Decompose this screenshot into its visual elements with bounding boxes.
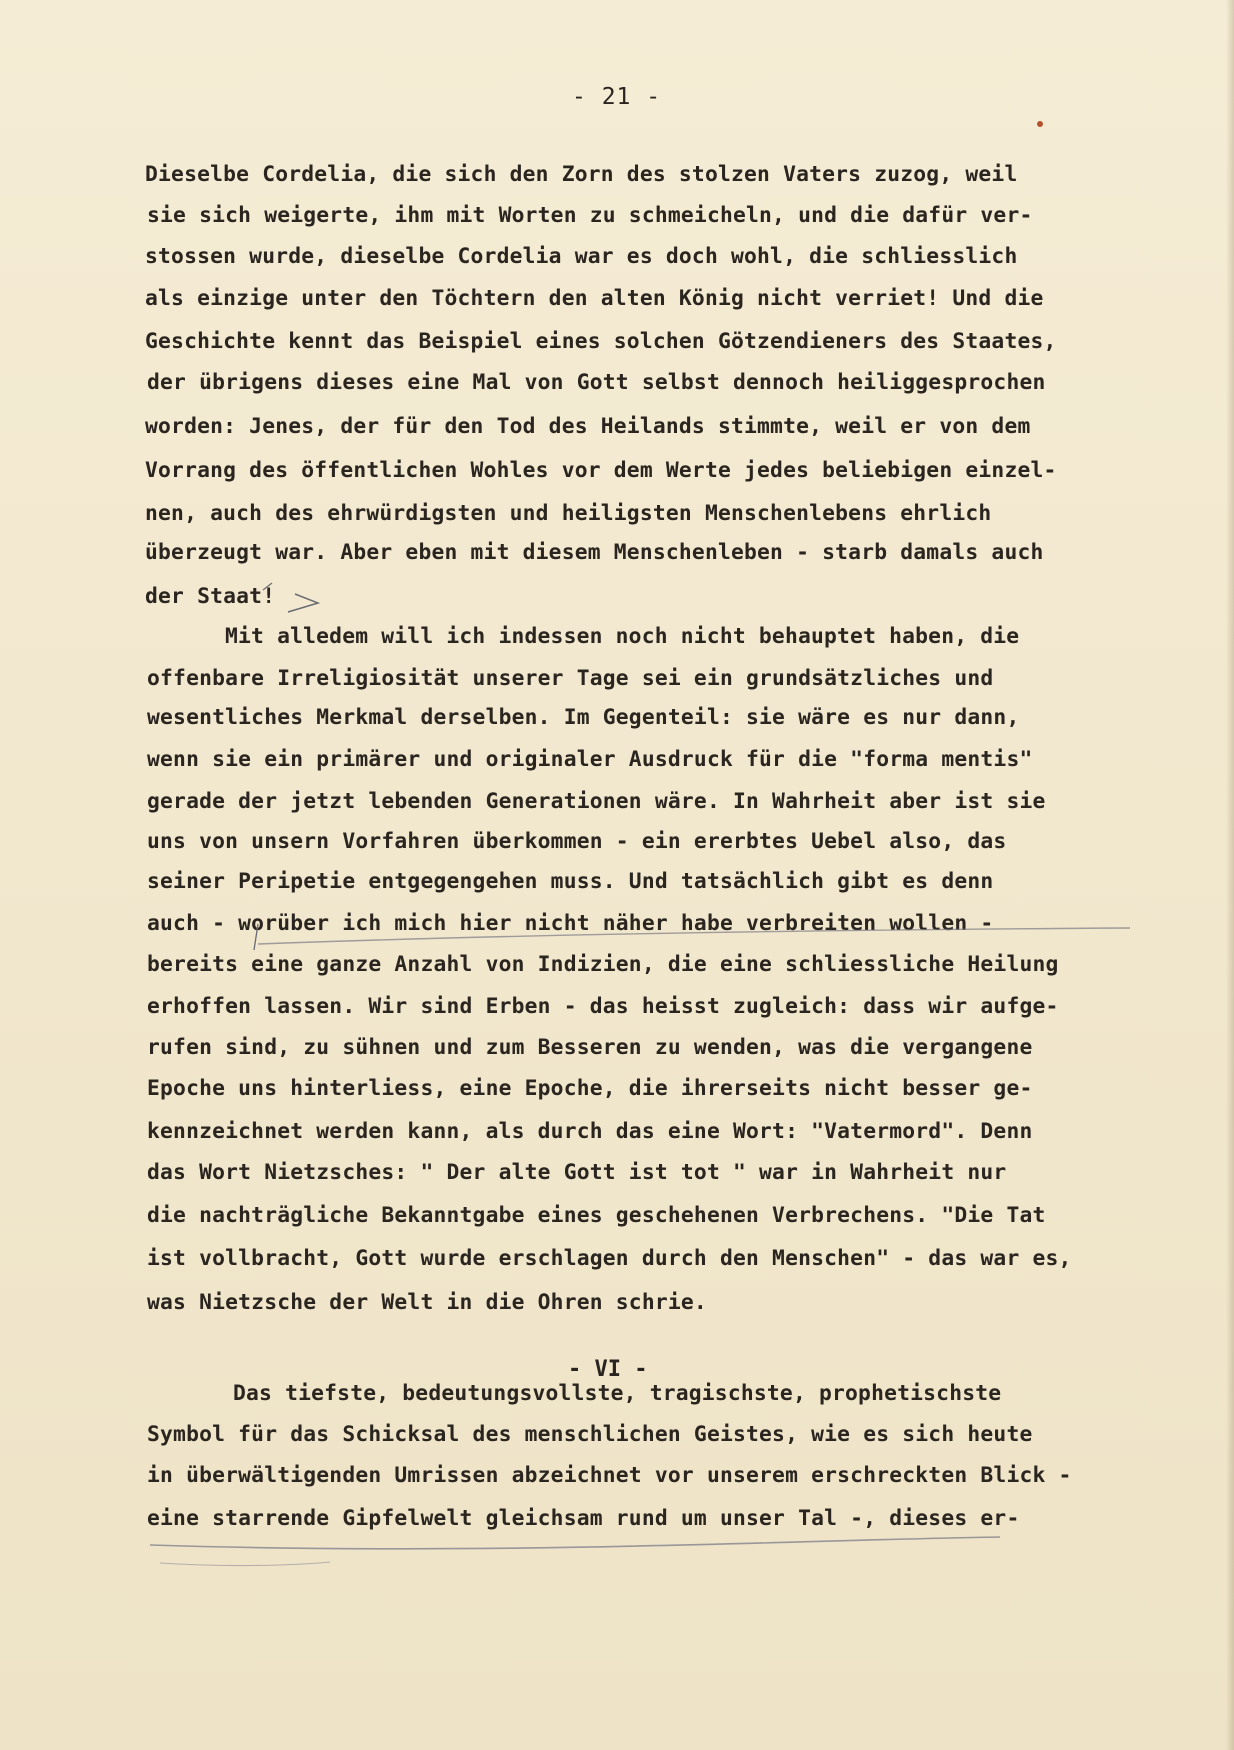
- page-edge-shadow: [1226, 0, 1234, 1750]
- text-line: bereits eine ganze Anzahl von Indizien, die eine schliessliche Heilung: [147, 952, 1059, 977]
- text-line: eine starrende Gipfelwelt gleichsam rund um unser Tal -, dieses er-: [147, 1506, 1020, 1531]
- text-line: wenn sie ein primärer und originaler Ausdruck für die "forma mentis": [147, 747, 1033, 772]
- pencil-check-mark: [288, 594, 318, 612]
- text-line: uns von unsern Vorfahren überkommen - ein ererbtes Uebel also, das: [147, 829, 1007, 854]
- text-line: Geschichte kennt das Beispiel eines solchen Götzendieners des Staates,: [145, 329, 1057, 354]
- text-line: Dieselbe Cordelia, die sich den Zorn des stolzen Vaters zuzog, weil: [145, 162, 1018, 187]
- text-line: überzeugt war. Aber eben mit diesem Menschenleben - starb damals auch: [145, 540, 1044, 565]
- text-line: in überwältigenden Umrissen abzeichnet vor unserem erschreckten Blick -: [147, 1463, 1072, 1488]
- text-line: die nachträgliche Bekanntgabe eines geschehenen Verbrechens. "Die Tat: [147, 1203, 1046, 1228]
- text-line: Mit alledem will ich indessen noch nicht behauptet haben, die: [225, 624, 1020, 649]
- text-line: auch - worüber ich mich hier nicht näher habe verbreiten wollen -: [147, 911, 994, 936]
- text-line: nen, auch des ehrwürdigsten und heiligsten Menschenlebens ehrlich: [145, 501, 992, 526]
- text-line: kennzeichnet werden kann, als durch das eine Wort: "Vatermord". Denn: [147, 1119, 1033, 1144]
- ink-dot-mark: [1037, 121, 1043, 127]
- text-line: sie sich weigerte, ihm mit Worten zu schmeicheln, und die dafür ver-: [147, 203, 1033, 228]
- text-line: Das tiefste, bedeutungsvollste, tragischste, prophetischste: [233, 1381, 1002, 1406]
- text-line: erhoffen lassen. Wir sind Erben - das heisst zugleich: dass wir aufge-: [147, 994, 1059, 1019]
- text-line: worden: Jenes, der für den Tod des Heilands stimmte, weil er von dem: [145, 414, 1031, 439]
- text-line: das Wort Nietzsches: " Der alte Gott ist tot " war in Wahrheit nur: [147, 1160, 1007, 1185]
- text-line: offenbare Irreligiosität unserer Tage sei ein grundsätzliches und: [147, 666, 994, 691]
- text-line: der übrigens dieses eine Mal von Gott selbst dennoch heiliggesprochen: [147, 370, 1046, 395]
- text-line: stossen wurde, dieselbe Cordelia war es doch wohl, die schliesslich: [145, 244, 1018, 269]
- text-line: was Nietzsche der Welt in die Ohren schrie.: [147, 1290, 707, 1315]
- section-heading: - VI -: [568, 1357, 648, 1382]
- page-number: - 21 -: [572, 84, 662, 110]
- text-line: ist vollbracht, Gott wurde erschlagen durch den Menschen" - das war es,: [147, 1246, 1072, 1271]
- text-line: gerade der jetzt lebenden Generationen wäre. In Wahrheit aber ist sie: [147, 789, 1046, 814]
- text-line: wesentliches Merkmal derselben. Im Gegenteil: sie wäre es nur dann,: [147, 705, 1020, 730]
- text-line: rufen sind, zu sühnen und zum Besseren zu wenden, was die vergangene: [147, 1035, 1033, 1060]
- text-line: der Staat!: [145, 584, 276, 609]
- text-line: Symbol für das Schicksal des menschlichen Geistes, wie es sich heute: [147, 1422, 1033, 1447]
- text-line: als einzige unter den Töchtern den alten König nicht verriet! Und die: [145, 286, 1044, 311]
- pencil-underline-tail: [160, 1562, 330, 1566]
- text-line: Epoche uns hinterliess, eine Epoche, die ihrerseits nicht besser ge-: [147, 1076, 1033, 1101]
- pencil-underline: [150, 1537, 1000, 1549]
- text-line: seiner Peripetie entgegengehen muss. Und tatsächlich gibt es denn: [147, 869, 994, 894]
- text-line: Vorrang des öffentlichen Wohles vor dem Werte jedes beliebigen einzel-: [145, 458, 1057, 483]
